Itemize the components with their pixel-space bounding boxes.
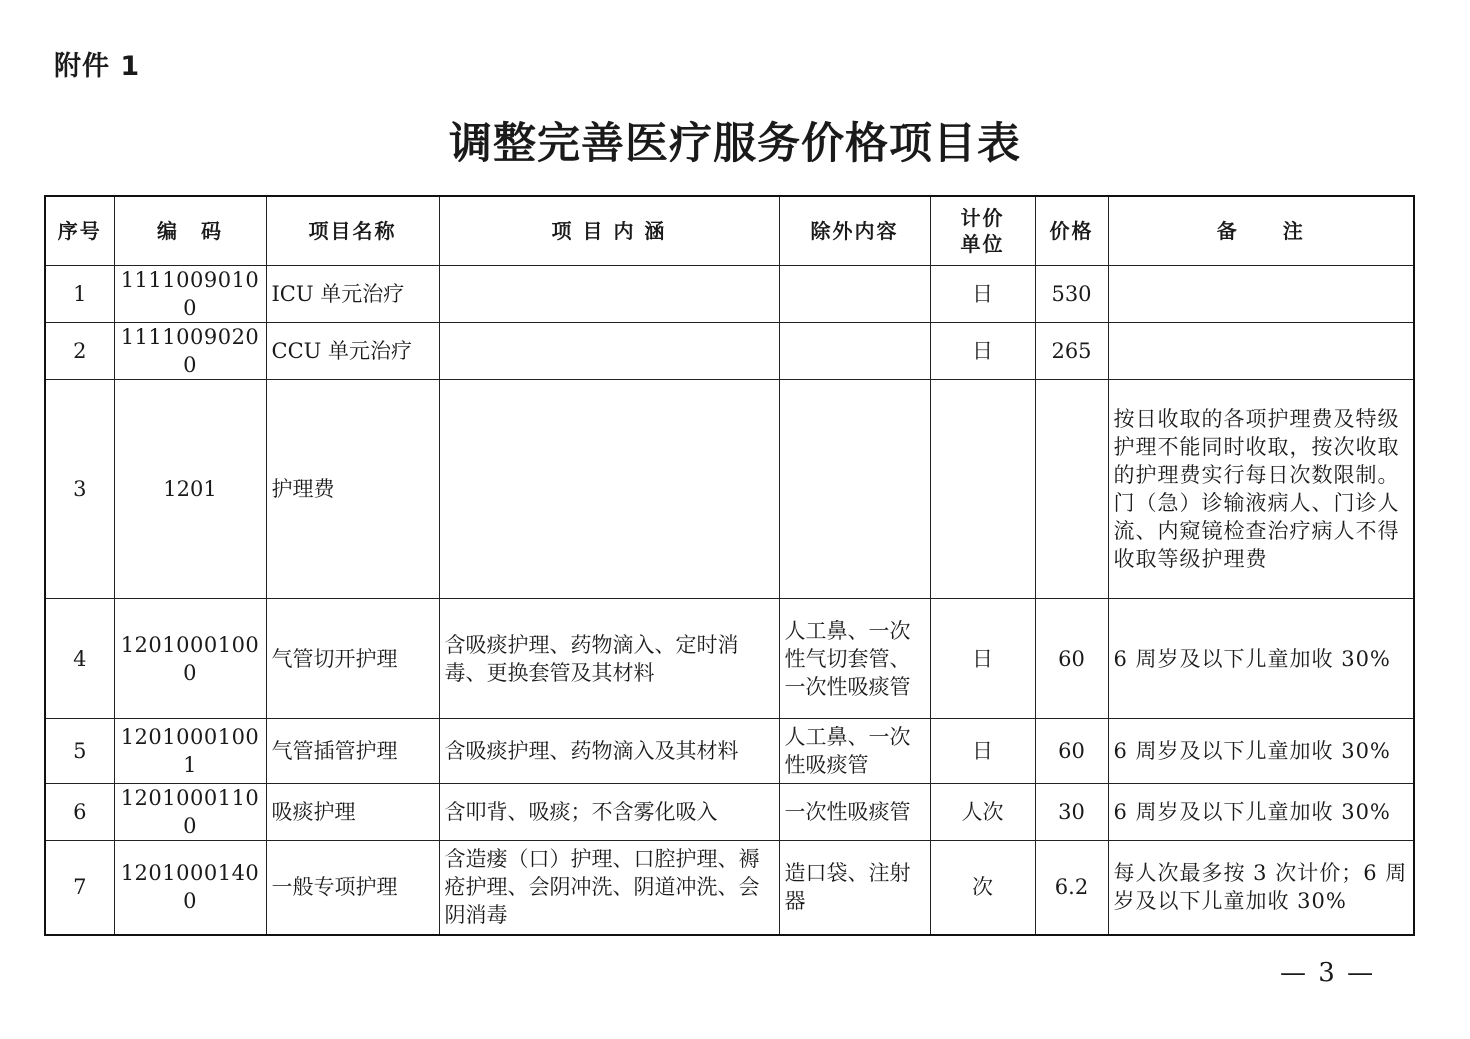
row-code: 1201	[114, 380, 266, 599]
table-row	[45, 719, 1414, 784]
row-unit: 日	[930, 266, 1035, 323]
row-no: 2	[45, 323, 114, 380]
row-note: 每人次最多按 3 次计价；6 周岁及以下儿童加收 30%	[1108, 841, 1414, 935]
row-code: 12010001100	[114, 784, 266, 841]
row-price	[1035, 380, 1108, 599]
page-title: 调整完善医疗服务价格项目表	[449, 119, 1021, 169]
row-content: 含吸痰护理、药物滴入及其材料	[439, 719, 779, 784]
row-excluded	[779, 323, 930, 380]
row-excluded	[779, 380, 930, 599]
table-row	[45, 841, 1414, 935]
row-no: 4	[45, 599, 114, 719]
row-note	[1108, 323, 1414, 380]
row-note: 按日收取的各项护理费及特级护理不能同时收取，按次收取的护理费实行每日次数限制。门（急）诊输液病人、门诊人流、内窥镜检查治疗病人不得收取等级护理费	[1108, 380, 1414, 599]
column-header-unit: 计价单位	[930, 196, 1035, 266]
table-row	[45, 266, 1414, 323]
row-excluded: 造口袋、注射器	[779, 841, 930, 935]
row-code: 12010001000	[114, 599, 266, 719]
column-header-code: 编 码	[114, 196, 266, 266]
row-name: 吸痰护理	[266, 784, 439, 841]
row-content	[439, 266, 779, 323]
row-code: 12010001400	[114, 841, 266, 935]
row-content	[439, 380, 779, 599]
row-unit: 次	[930, 841, 1035, 935]
row-code: 12010001001	[114, 719, 266, 784]
row-no: 6	[45, 784, 114, 841]
row-price: 30	[1035, 784, 1108, 841]
row-content: 含叩背、吸痰；不含雾化吸入	[439, 784, 779, 841]
row-content: 含吸痰护理、药物滴入、定时消毒、更换套管及其材料	[439, 599, 779, 719]
table-row	[45, 323, 1414, 380]
row-price: 60	[1035, 599, 1108, 719]
row-price: 60	[1035, 719, 1108, 784]
row-unit: 日	[930, 323, 1035, 380]
page-number: — 3 —	[1280, 958, 1376, 988]
row-price: 265	[1035, 323, 1108, 380]
row-unit	[930, 380, 1035, 599]
column-header-excluded: 除外内容	[779, 196, 930, 266]
row-name: 护理费	[266, 380, 439, 599]
row-name: CCU 单元治疗	[266, 323, 439, 380]
row-no: 1	[45, 266, 114, 323]
row-code: 11110090100	[114, 266, 266, 323]
column-header-content: 项 目 内 涵	[439, 196, 779, 266]
row-excluded	[779, 266, 930, 323]
row-unit: 人次	[930, 784, 1035, 841]
row-price: 530	[1035, 266, 1108, 323]
row-price: 6.2	[1035, 841, 1108, 935]
row-content	[439, 323, 779, 380]
row-content: 含造瘘（口）护理、口腔护理、褥疮护理、会阴冲洗、阴道冲洗、会阴消毒	[439, 841, 779, 935]
row-note: 6 周岁及以下儿童加收 30%	[1108, 719, 1414, 784]
table-row	[45, 784, 1414, 841]
column-header-no: 序号	[45, 196, 114, 266]
table-row	[45, 380, 1414, 599]
row-code: 11110090200	[114, 323, 266, 380]
row-name: 气管切开护理	[266, 599, 439, 719]
table-row	[45, 599, 1414, 719]
row-no: 3	[45, 380, 114, 599]
price-table	[44, 195, 1415, 936]
row-name: 气管插管护理	[266, 719, 439, 784]
column-header-note: 备 注	[1108, 196, 1414, 266]
row-note: 6 周岁及以下儿童加收 30%	[1108, 784, 1414, 841]
column-header-name: 项目名称	[266, 196, 439, 266]
row-name: ICU 单元治疗	[266, 266, 439, 323]
row-name: 一般专项护理	[266, 841, 439, 935]
attachment-label: 附件 1	[54, 51, 141, 82]
column-header-price: 价格	[1035, 196, 1108, 266]
row-excluded: 人工鼻、一次性吸痰管	[779, 719, 930, 784]
table-header-row	[45, 196, 1414, 266]
row-note: 6 周岁及以下儿童加收 30%	[1108, 599, 1414, 719]
row-no: 5	[45, 719, 114, 784]
row-excluded: 人工鼻、一次性气切套管、一次性吸痰管	[779, 599, 930, 719]
row-excluded: 一次性吸痰管	[779, 784, 930, 841]
row-no: 7	[45, 841, 114, 935]
row-unit: 日	[930, 719, 1035, 784]
row-note	[1108, 266, 1414, 323]
row-unit: 日	[930, 599, 1035, 719]
